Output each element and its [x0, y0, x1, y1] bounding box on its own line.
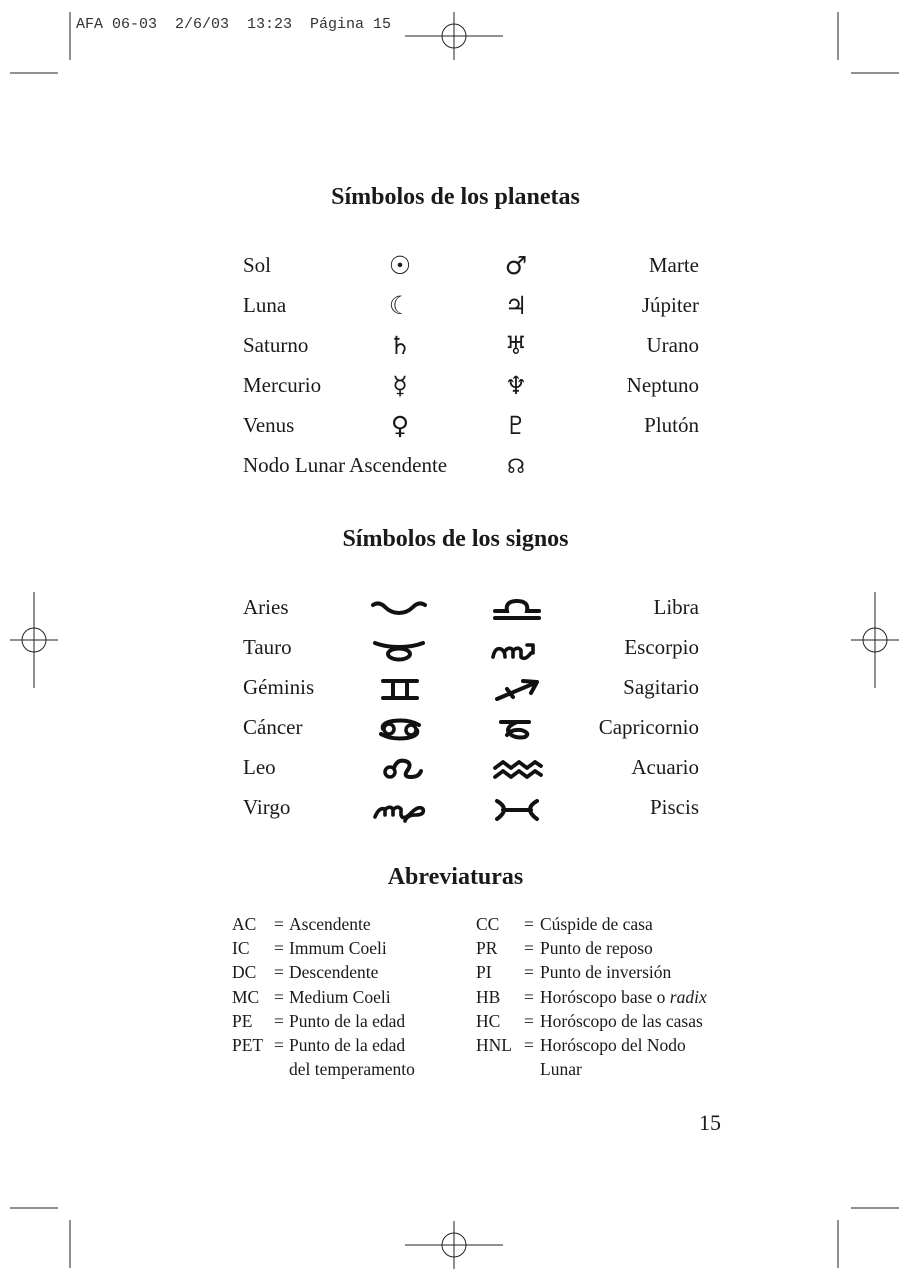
planet-name: Neptuno	[626, 373, 699, 397]
abbreviation-row	[232, 1009, 406, 1033]
planet-name: Venus	[243, 413, 295, 437]
neptune-symbol-icon: ♆	[504, 371, 528, 400]
sign-row	[243, 755, 699, 795]
abbreviation-meaning: Ascendente	[289, 914, 371, 934]
planet-name: Saturno	[243, 333, 309, 357]
venus-symbol-icon: ♀	[390, 411, 410, 440]
jupiter-symbol-icon: ♃	[504, 291, 528, 320]
pisces-symbol-icon	[491, 795, 543, 823]
planet-row	[243, 453, 699, 493]
abbreviation-meaning-italic: radix	[669, 986, 707, 1007]
sign-name: Tauro	[243, 635, 292, 659]
abbreviation-code: PI	[476, 962, 492, 983]
planet-row	[243, 253, 699, 293]
abbreviation-meaning: Punto de reposo	[540, 938, 653, 959]
moon-symbol-icon: ☾	[388, 291, 412, 320]
planet-name: Luna	[243, 293, 287, 317]
north-node-symbol-icon: ☊	[507, 454, 525, 478]
pluto-symbol-icon: ♇	[504, 411, 528, 440]
uranus-symbol-icon: ♅	[504, 331, 528, 360]
abbreviation-meaning: Medium Coeli	[289, 986, 391, 1007]
planet-row	[243, 413, 699, 453]
libra-symbol-icon	[491, 595, 543, 623]
equals-sign: =	[274, 986, 284, 1007]
registration-mark-bottom	[405, 1221, 503, 1269]
aquarius-symbol-icon	[491, 755, 545, 783]
abbreviation-row	[476, 936, 653, 960]
abbreviation-code: PET	[232, 1035, 264, 1056]
abbreviation-meaning-continued: Lunar	[540, 1059, 582, 1080]
abbreviation-meaning: Punto de inversión	[540, 962, 672, 983]
sign-row	[243, 595, 699, 635]
equals-sign: =	[524, 1010, 534, 1031]
abbreviation-code: HC	[476, 1010, 501, 1031]
gemini-symbol-icon	[379, 675, 421, 703]
abbreviation-row	[476, 1009, 703, 1033]
equals-sign: =	[274, 938, 284, 959]
saturn-symbol-icon: ♄	[388, 331, 412, 360]
equals-sign: =	[274, 1035, 284, 1056]
print-slug: AFA 06-03 2/6/03 13:23 Página 15	[76, 16, 392, 33]
signs-title: Símbolos de los signos	[342, 526, 569, 552]
abbreviation-code: IC	[232, 938, 250, 959]
abbreviation-meaning: Punto de la edad	[289, 1010, 406, 1031]
abbreviation-row	[232, 985, 391, 1009]
abbreviation-meaning: Horóscopo de las casas	[540, 1010, 703, 1031]
abbreviation-row	[476, 985, 707, 1009]
equals-sign: =	[524, 938, 534, 959]
sign-name: Géminis	[243, 675, 315, 699]
sign-name: Escorpio	[624, 635, 699, 659]
planet-name: Urano	[646, 333, 699, 357]
sign-row	[243, 715, 699, 755]
sign-name: Aries	[243, 595, 289, 619]
planet-name: Sol	[243, 253, 272, 277]
sign-name: Capricornio	[598, 715, 699, 739]
registration-mark-top	[405, 12, 503, 60]
capricorn-symbol-icon	[495, 715, 537, 743]
signs-table	[243, 595, 699, 835]
registration-mark-right	[851, 592, 899, 688]
abbreviation-meaning: Cúspide de casa	[540, 914, 653, 934]
planets-title: Símbolos de los planetas	[331, 184, 580, 210]
abbreviation-row	[232, 936, 387, 960]
planet-row	[243, 293, 699, 333]
sign-row	[243, 675, 699, 715]
sagittarius-symbol-icon	[491, 675, 543, 703]
sign-name: Piscis	[649, 795, 699, 819]
abbreviation-meaning: Horóscopo del Nodo	[540, 1035, 686, 1056]
abbreviation-row	[232, 960, 379, 984]
abbreviation-row	[476, 912, 653, 936]
cancer-symbol-icon	[375, 715, 425, 743]
planet-name: Plutón	[644, 413, 699, 437]
abbreviation-code: AC	[232, 914, 257, 934]
equals-sign: =	[524, 962, 534, 983]
planets-table	[243, 253, 699, 493]
abbreviation-meaning: Immum Coeli	[289, 938, 387, 959]
abbreviation-meaning: Punto de la edad	[289, 1035, 406, 1056]
planet-name: Júpiter	[641, 293, 699, 317]
abbreviation-code: CC	[476, 914, 500, 934]
abbreviation-code: HB	[476, 986, 501, 1007]
sign-name: Sagitario	[623, 675, 699, 699]
sign-name: Libra	[653, 595, 699, 619]
planet-row	[243, 333, 699, 373]
abbreviation-row	[232, 1033, 406, 1057]
equals-sign: =	[274, 914, 284, 934]
mercury-symbol-icon: ☿	[392, 371, 408, 400]
leo-symbol-icon	[379, 755, 425, 783]
abbreviation-code: HNL	[476, 1035, 512, 1056]
planet-name: Mercurio	[243, 373, 322, 397]
planet-row	[243, 373, 699, 413]
abbreviation-code: PR	[476, 938, 498, 959]
abbreviation-meaning: Descendente	[289, 962, 379, 983]
page-number: 15	[699, 1110, 721, 1135]
abbreviation-row-continued	[476, 1057, 582, 1081]
abbreviation-row	[476, 1033, 686, 1057]
abbreviations-title: Abreviaturas	[387, 864, 524, 890]
abbreviation-row	[232, 912, 371, 936]
abbreviation-code: MC	[232, 986, 260, 1007]
equals-sign: =	[524, 986, 534, 1007]
scorpio-symbol-icon	[489, 635, 543, 663]
mars-symbol-icon: ♂	[504, 251, 528, 280]
equals-sign: =	[524, 1035, 534, 1056]
abbreviation-meaning	[540, 985, 707, 1009]
sign-row	[243, 795, 699, 835]
node-label: Nodo Lunar Ascendente	[243, 453, 448, 477]
abbreviation-meaning-continued: del temperamento	[289, 1059, 415, 1080]
equals-sign: =	[274, 1010, 284, 1031]
aries-symbol-icon	[369, 595, 429, 623]
planet-name: Marte	[648, 253, 699, 277]
abbreviation-meaning-text: Horóscopo base o	[540, 986, 666, 1007]
equals-sign: =	[274, 962, 284, 983]
abbreviation-code: PE	[232, 1010, 253, 1031]
abbreviation-code: DC	[232, 962, 257, 983]
sign-name: Acuario	[631, 755, 699, 779]
abbreviations-right-column	[476, 912, 707, 1081]
registration-mark-left	[10, 592, 58, 688]
sign-name: Cáncer	[243, 715, 303, 739]
abbreviation-row	[476, 960, 672, 984]
abbreviations-left-column	[232, 912, 415, 1081]
taurus-symbol-icon	[371, 635, 427, 663]
sign-name: Leo	[243, 755, 276, 779]
sign-row	[243, 635, 699, 675]
equals-sign: =	[524, 914, 534, 934]
abbreviation-row-continued	[232, 1057, 415, 1081]
sign-name: Virgo	[243, 795, 291, 819]
virgo-symbol-icon	[371, 795, 429, 823]
sun-symbol-icon: ☉	[388, 251, 412, 280]
